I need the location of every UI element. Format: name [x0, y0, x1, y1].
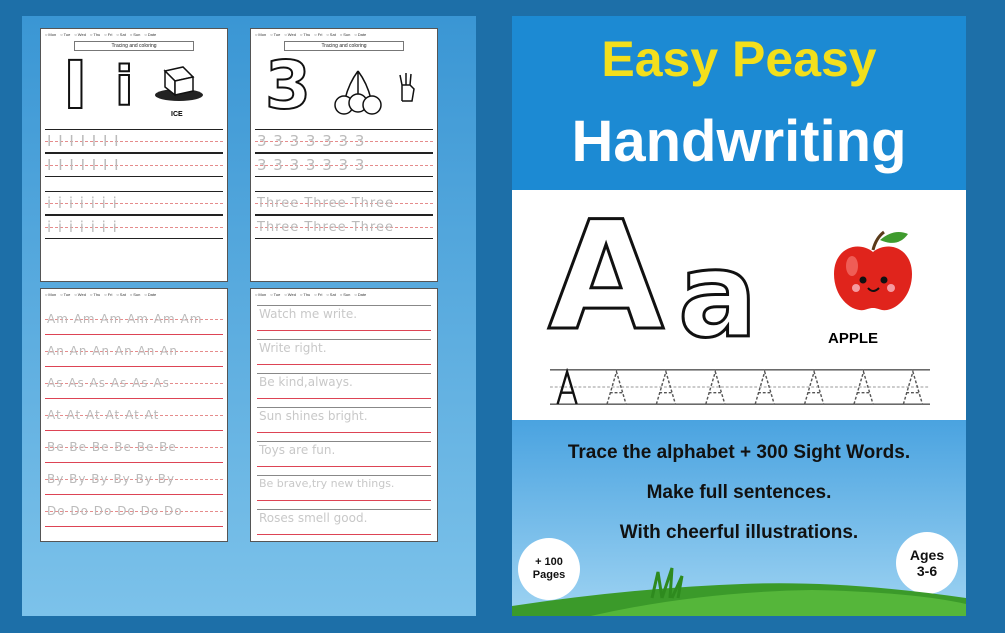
big-letter-upper: I	[63, 47, 88, 124]
cover-features-area	[512, 420, 966, 616]
tracing-row	[45, 215, 223, 239]
worksheet-number-three	[250, 28, 438, 282]
sentence-text: Watch me write.	[259, 306, 358, 321]
day-label: ○ Thu	[90, 32, 100, 37]
big-letter-lower: i	[115, 55, 134, 118]
cover-title-line-1: Easy Peasy	[601, 31, 877, 87]
badge-line: Pages	[532, 569, 566, 581]
picture-label: ICE	[171, 111, 183, 118]
cover-title-area	[512, 16, 966, 190]
date-label: ○ Date	[144, 292, 156, 297]
day-label: ○ Thu	[300, 292, 310, 297]
tracing-text: I I I I I I I	[47, 132, 120, 150]
big-digit: 3	[265, 47, 311, 124]
book-cover-panel	[512, 16, 966, 616]
sentence-text: Sun shines bright.	[259, 408, 368, 423]
day-label: ○ Mon	[255, 32, 266, 37]
badge-line: + 100	[535, 556, 563, 569]
day-label: ○ Fri	[104, 292, 112, 297]
worksheet-day-row	[251, 29, 437, 37]
word-row	[45, 335, 223, 367]
day-label: ○ Sun	[130, 292, 141, 297]
big-letter-lower: a	[678, 226, 758, 364]
ice-cube-icon	[153, 63, 205, 103]
day-label: ○ Sat	[116, 32, 125, 37]
badge-line: Ages	[909, 546, 945, 563]
day-label: ○ Sat	[326, 292, 335, 297]
day-label: ○ Sun	[340, 32, 351, 37]
sentence-row	[257, 399, 431, 433]
day-label: ○ Sat	[116, 292, 125, 297]
sentence-text: Toys are fun.	[259, 442, 336, 457]
worksheet-title: Tracing and coloring	[284, 41, 404, 51]
tracing-row	[255, 153, 433, 177]
day-label: ○ Thu	[90, 292, 100, 297]
word-row	[45, 463, 223, 495]
worksheet-day-row	[41, 289, 227, 297]
word-text: By By By By By By	[47, 471, 176, 486]
day-label: ○ Thu	[300, 32, 310, 37]
worksheet-two-letter-words	[40, 288, 228, 542]
tracing-row	[255, 129, 433, 153]
word-row	[45, 399, 223, 431]
day-label: ○ Wed	[284, 292, 296, 297]
sentence-row	[257, 433, 431, 467]
worksheet-sentences	[250, 288, 438, 542]
day-label: ○ Fri	[314, 32, 322, 37]
worksheet-letter-i	[40, 28, 228, 282]
word-text: Be Be Be Be Be Be	[47, 439, 177, 454]
sentence-row	[257, 297, 431, 331]
date-label: ○ Date	[354, 292, 366, 297]
day-label: ○ Wed	[74, 292, 86, 297]
picture-label: APPLE	[828, 330, 879, 347]
grass-hill-illustration	[512, 558, 966, 616]
sentence-row	[257, 467, 431, 501]
day-label: ○ Tue	[270, 292, 280, 297]
day-label: ○ Tue	[60, 292, 70, 297]
word-row	[45, 367, 223, 399]
day-label: ○ Mon	[45, 32, 56, 37]
tracing-text: i i i i i i i	[47, 218, 118, 236]
word-text: Do Do Do Do Do Do	[47, 503, 183, 518]
day-label: ○ Tue	[270, 32, 280, 37]
word-row	[45, 431, 223, 463]
tracing-text: Three Three Three	[257, 219, 394, 235]
day-label: ○ Tue	[60, 32, 70, 37]
sentence-row	[257, 331, 431, 365]
sentence-text: Be kind,always.	[259, 374, 353, 389]
tracing-text: 3 3 3 3 3 3 3	[257, 156, 366, 174]
tracing-row	[45, 191, 223, 215]
worksheet-header-art	[251, 47, 437, 129]
sentence-row	[257, 501, 431, 535]
worksheet-day-row	[251, 289, 437, 297]
day-label: ○ Sat	[326, 32, 335, 37]
tracing-row	[255, 215, 433, 239]
tracing-text: I I I I I I I	[47, 156, 120, 174]
word-row	[45, 495, 223, 527]
day-label: ○ Mon	[45, 292, 56, 297]
feature-line: With cheerful illustrations.	[619, 522, 859, 543]
apple-icon	[828, 226, 918, 316]
sentence-text: Be brave,try new things.	[259, 477, 395, 490]
sentence-text: Write right.	[259, 340, 327, 355]
date-label: ○ Date	[144, 32, 156, 37]
day-label: ○ Sun	[340, 292, 351, 297]
cover-illustration-area	[512, 190, 966, 414]
feature-line: Make full sentences.	[646, 482, 832, 503]
tracing-row	[45, 153, 223, 177]
worksheet-title: Tracing and coloring	[74, 41, 194, 51]
tracing-row	[45, 129, 223, 153]
day-label: ○ Sun	[130, 32, 141, 37]
cover-title-line-2: Handwriting	[571, 109, 907, 174]
word-text: At At At At At At	[47, 407, 160, 422]
day-label: ○ Fri	[314, 292, 322, 297]
big-letter-upper: A	[548, 190, 665, 364]
tracing-row	[255, 191, 433, 215]
day-label: ○ Wed	[284, 32, 296, 37]
word-text: As As As As As As	[47, 375, 170, 390]
three-fingers-icon	[397, 71, 419, 103]
letter-tracing-row	[540, 368, 940, 406]
feature-line: Trace the alphabet + 300 Sight Words.	[567, 442, 911, 463]
worksheet-header-art	[41, 47, 227, 129]
word-text: An An An An An An	[47, 343, 178, 358]
word-row	[45, 303, 223, 335]
worksheet-preview-panel	[22, 16, 476, 616]
day-label: ○ Fri	[104, 32, 112, 37]
tracing-text: 3 3 3 3 3 3 3	[257, 132, 366, 150]
cherries-icon	[331, 67, 385, 117]
day-label: ○ Wed	[74, 32, 86, 37]
sentence-row	[257, 365, 431, 399]
date-label: ○ Date	[354, 32, 366, 37]
sentence-text: Roses smell good.	[259, 510, 368, 525]
tracing-text: Three Three Three	[257, 195, 394, 211]
badge-line: 3-6	[916, 563, 938, 579]
worksheet-day-row	[41, 29, 227, 37]
word-text: Am Am Am Am Am Am	[47, 311, 203, 326]
tracing-text: i i i i i i i	[47, 194, 118, 212]
day-label: ○ Mon	[255, 292, 266, 297]
